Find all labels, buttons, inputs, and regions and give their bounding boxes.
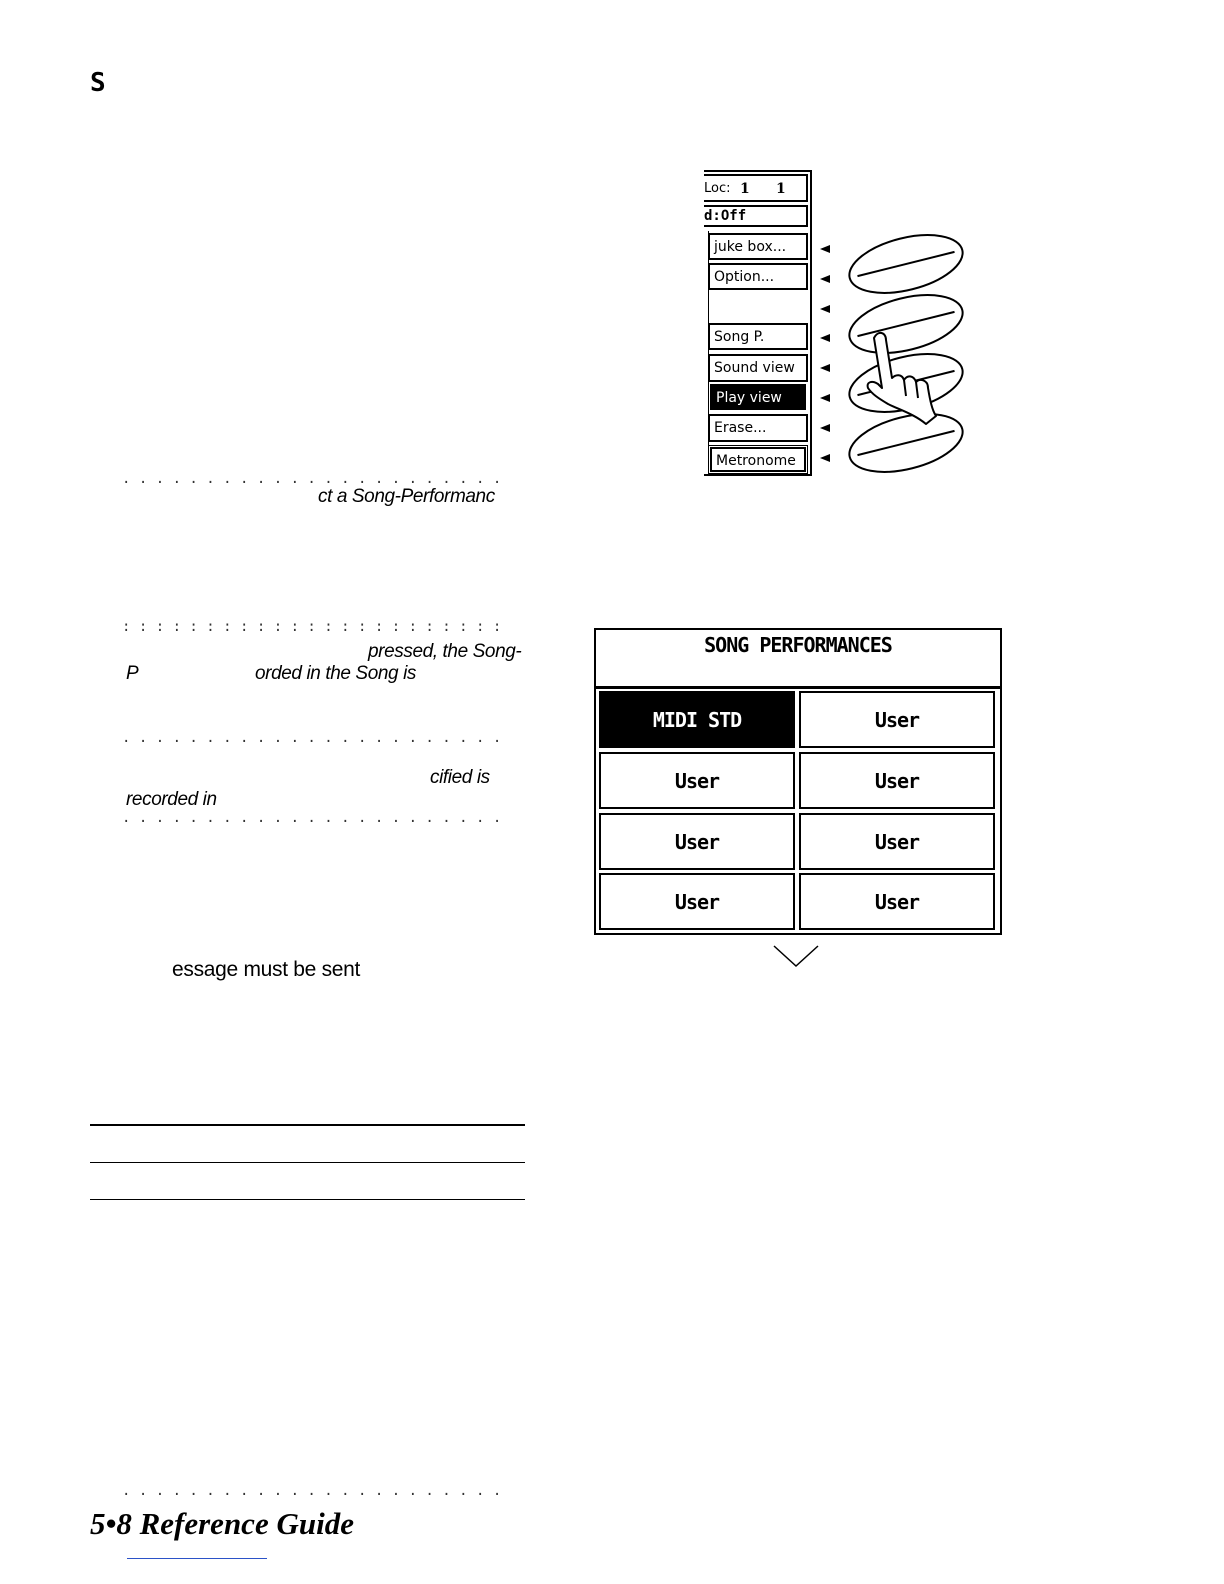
text-fragment: P	[126, 663, 139, 684]
text-fragment: orded in the Song is	[255, 663, 417, 684]
menu-item-erase[interactable]: Erase...	[708, 414, 808, 442]
footer-underline	[127, 1558, 267, 1559]
song-performance-cell[interactable]: User	[799, 873, 995, 930]
text-fragment: cified is	[430, 767, 490, 788]
song-performance-cell[interactable]: MIDI STD	[599, 691, 795, 748]
loc-value: 1	[776, 181, 786, 197]
dot-leader: . . . . . . . . . . . . . . . . . . . . . . .	[122, 474, 502, 484]
title-divider	[596, 686, 1000, 689]
scroll-down-chevron-icon[interactable]	[772, 944, 820, 970]
song-performance-cell[interactable]: User	[799, 813, 995, 870]
arrow-left-icon	[820, 454, 830, 462]
text-fragment: essage must be sent	[172, 958, 361, 981]
arrow-left-icon	[820, 424, 830, 432]
menu-item-juke-box[interactable]: juke box...	[708, 233, 808, 260]
oval-button	[843, 404, 968, 480]
record-status: d:Off	[704, 205, 808, 227]
oval-button	[843, 228, 968, 303]
arrow-left-icon	[820, 275, 830, 283]
page-footer: 5•8 Reference Guide	[90, 1506, 354, 1541]
section-header-letter: S	[90, 68, 106, 98]
song-performance-cell[interactable]: User	[799, 752, 995, 809]
arrow-left-icon	[820, 394, 830, 402]
menu-item-sound-view[interactable]: Sound view	[708, 354, 808, 382]
menu-item-metronome[interactable]: Metronome	[710, 447, 806, 472]
dot-leader: : : : : : : : : : : : : : : : : : : : : : : :	[122, 622, 502, 632]
arrow-left-icon	[820, 245, 830, 253]
dot-leader: . . . . . . . . . . . . . . . . . . . . . . .	[122, 1486, 502, 1496]
loc-value: 1	[740, 181, 750, 197]
song-performances-display	[594, 628, 1002, 935]
menu-item-song-performance[interactable]: Song P.	[708, 323, 808, 350]
table-rule	[90, 1162, 525, 1163]
arrow-left-icon	[820, 305, 830, 313]
arrow-left-icon	[820, 364, 830, 372]
dot-leader: . . . . . . . . . . . . . . . . . . . . . . .	[122, 813, 502, 823]
table-rule	[90, 1199, 525, 1200]
arrow-left-icon	[820, 334, 830, 342]
dot-leader: . . . . . . . . . . . . . . . . . . . . . . .	[122, 733, 502, 743]
text-fragment: recorded in	[126, 789, 217, 810]
menu-item-option[interactable]: Option...	[708, 263, 808, 290]
loc-label: Loc:	[704, 181, 731, 196]
table-rule	[90, 1124, 525, 1126]
song-performance-cell[interactable]: User	[799, 691, 995, 748]
song-performances-title: SONG PERFORMANCES	[704, 633, 892, 657]
text-fragment: pressed, the Song-	[368, 641, 522, 662]
function-buttons-illustration	[838, 228, 973, 480]
song-performance-cell[interactable]: User	[599, 813, 795, 870]
text-fragment: ct a Song-Performanc	[318, 486, 495, 507]
loc-display	[704, 174, 808, 202]
menu-item-play-view[interactable]: Play view	[710, 384, 806, 410]
song-performance-cell[interactable]: User	[599, 752, 795, 809]
song-performance-cell[interactable]: User	[599, 873, 795, 930]
oval-button	[843, 285, 968, 364]
